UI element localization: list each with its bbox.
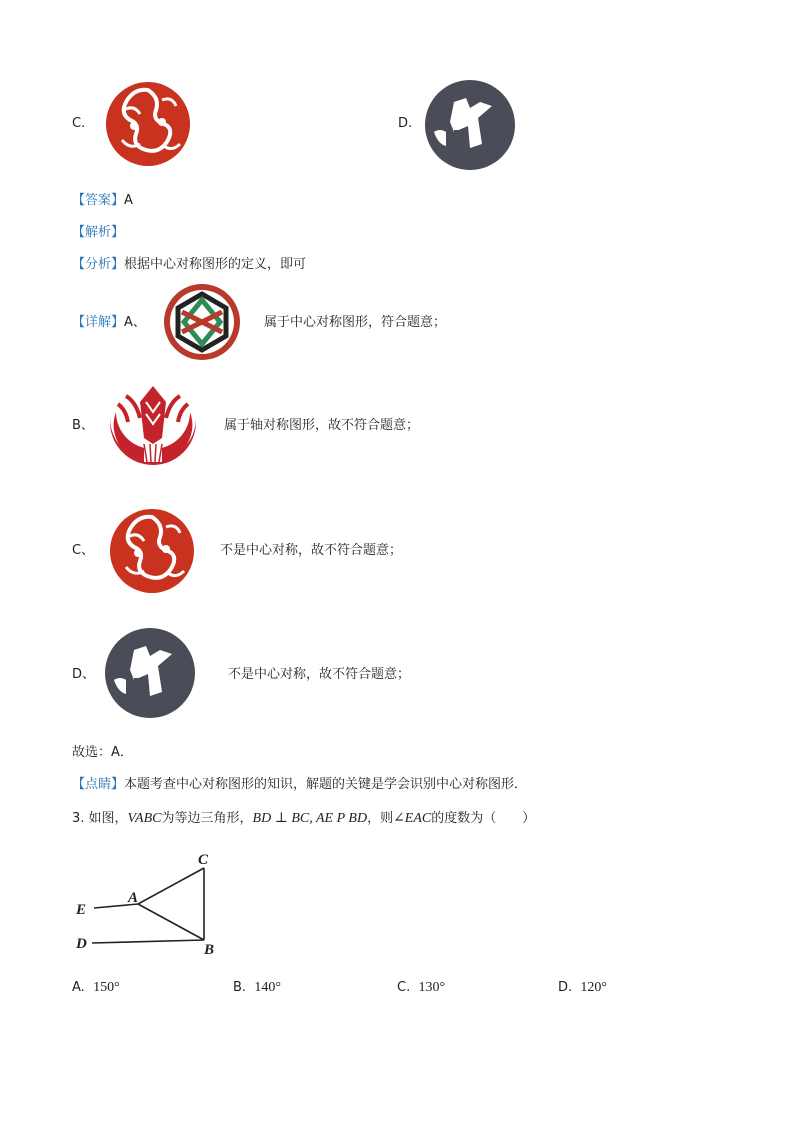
detail-c-label: C、: [72, 543, 95, 558]
q3-triangle: VABC: [127, 811, 162, 826]
choice-a-value: 150°: [93, 980, 120, 995]
q3-prefix: 3. 如图，: [72, 811, 128, 826]
choice-b: [233, 980, 281, 996]
choice-b-value: 140°: [254, 980, 281, 995]
q3-mid2: ，则: [367, 811, 394, 826]
choice-b-label: B.: [233, 980, 247, 995]
detail-b-text: 属于轴对称图形，故不符合题意；: [224, 418, 420, 433]
lotus-emblem-icon: [106, 382, 200, 466]
question-3: [72, 811, 535, 827]
detail-d-text: 不是中心对称，故不符合题意；: [228, 667, 411, 682]
detail-a-line: [72, 315, 146, 331]
choice-c-value: 130°: [418, 980, 446, 995]
option-d-label: D.: [398, 116, 413, 131]
detail-c-text: 不是中心对称，故不符合题意；: [220, 543, 403, 558]
label-a: A: [128, 890, 139, 906]
choice-d: [558, 980, 607, 996]
choice-d-value: 120°: [580, 980, 608, 995]
q3-suffix: 的度数为（ ）: [431, 811, 536, 826]
segment-ab: [138, 904, 204, 940]
choose-line: 故选：A．: [72, 745, 133, 760]
detail-tag: 【详解】: [72, 315, 125, 330]
geometry-figure: [70, 846, 230, 960]
segment-db: [92, 940, 204, 943]
choice-a-label: A.: [72, 980, 85, 995]
fenxi-tag: 【分析】: [72, 257, 125, 272]
dragon-emblem-icon: [104, 80, 192, 168]
answer-tag: 【答案】: [72, 193, 125, 208]
segment-ac: [138, 868, 204, 904]
label-b: B: [204, 942, 215, 958]
fenxi-text: 根据中心对称图形的定义，即可: [124, 257, 307, 272]
option-c-label: C.: [72, 116, 86, 131]
gray-emblem-icon: [424, 80, 516, 170]
dianjing-text: 本题考查中心对称图形的知识，解题的关键是学会识别中心对称图形．: [124, 777, 528, 792]
choice-d-label: D.: [558, 980, 573, 995]
knot-emblem-icon: [162, 282, 242, 362]
gray-emblem-icon-2: [104, 628, 196, 718]
analysis-tag: 【解析】: [72, 225, 125, 240]
detail-a-label: A、: [124, 315, 146, 330]
dianjing-tag: 【点睛】: [72, 777, 125, 792]
choice-c-label: C.: [397, 980, 411, 995]
fenxi-line: [72, 257, 306, 273]
answer-line: [72, 193, 133, 209]
q3-condition: BD ⊥ BC, AE P BD: [252, 811, 368, 826]
detail-d-label: D、: [72, 667, 96, 682]
dragon-emblem-icon-2: [108, 507, 196, 595]
label-c: C: [198, 852, 209, 868]
label-d: D: [76, 936, 87, 952]
label-e: E: [76, 902, 87, 918]
choice-c: [397, 980, 445, 996]
answer-value: A: [124, 193, 133, 208]
q3-angle: ∠EAC: [393, 811, 432, 826]
detail-b-label: B、: [72, 418, 94, 433]
q3-mid1: 为等边三角形，: [161, 811, 253, 826]
dianjing-line: [72, 777, 527, 793]
choice-a: [72, 980, 120, 996]
detail-a-text: 属于中心对称图形，符合题意；: [264, 315, 447, 330]
